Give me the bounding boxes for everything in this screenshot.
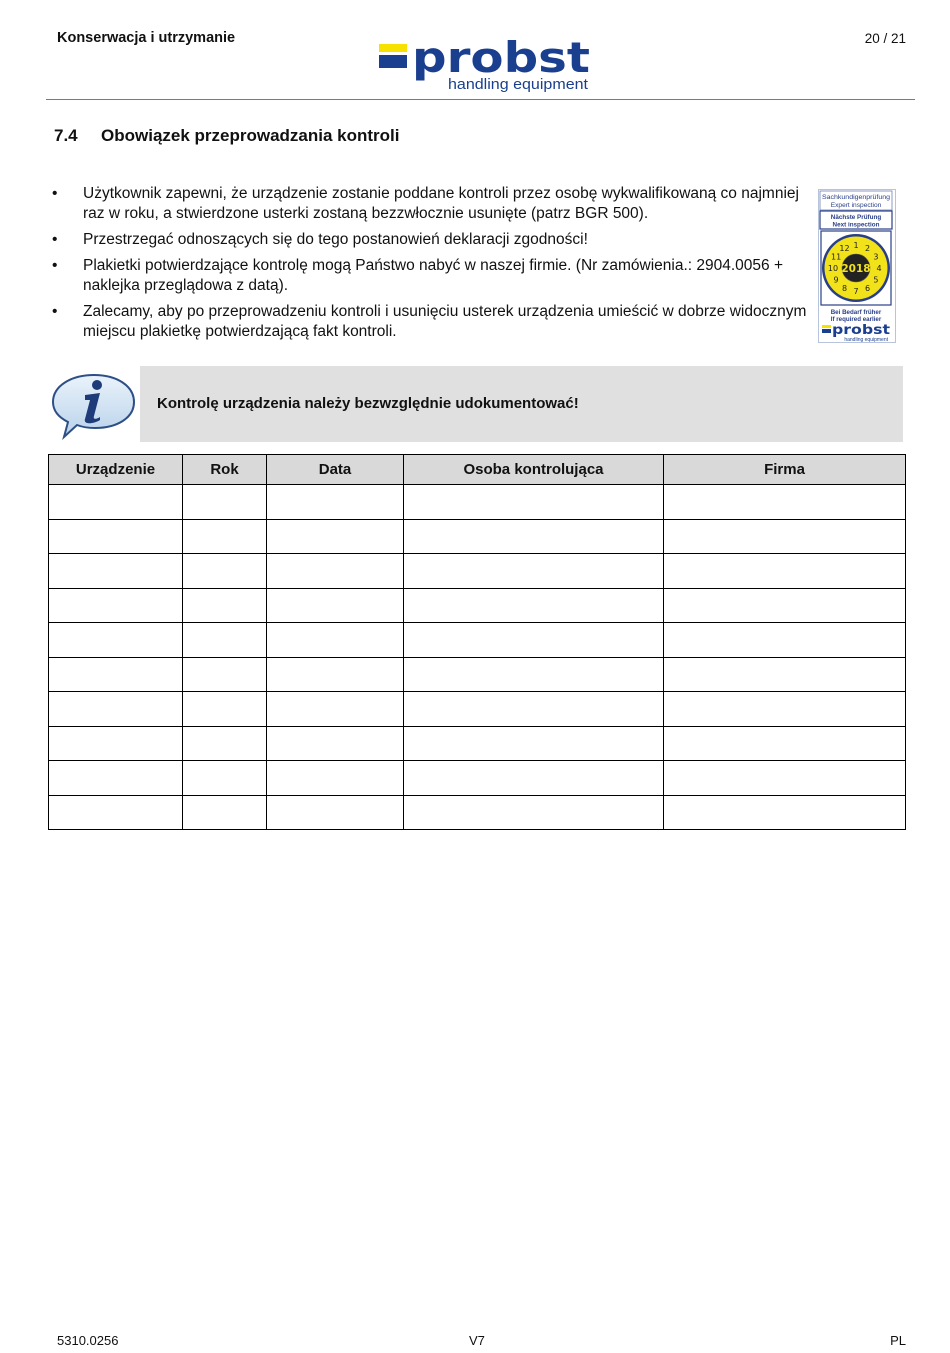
- sticker-month-label: 1: [853, 241, 859, 250]
- table-cell[interactable]: [404, 519, 664, 554]
- table-cell[interactable]: [267, 519, 404, 554]
- document-language: PL: [890, 1333, 906, 1348]
- sticker-month-label: 3: [873, 252, 879, 262]
- table-cell[interactable]: [267, 554, 404, 589]
- sticker-line3: Nächste Prüfung: [830, 214, 882, 221]
- bullet-icon: •: [52, 257, 58, 274]
- column-header-company: Firma: [664, 455, 906, 485]
- sticker-month-label: 9: [833, 275, 839, 285]
- table-cell[interactable]: [183, 588, 267, 623]
- inspection-log-table: [48, 454, 906, 830]
- table-cell[interactable]: [183, 623, 267, 658]
- table-cell[interactable]: [49, 519, 183, 554]
- table-cell[interactable]: [49, 657, 183, 692]
- page-number: 20 / 21: [864, 31, 906, 46]
- list-item: [52, 184, 812, 224]
- logo-text: probst: [412, 34, 590, 82]
- sticker-line1: Sachkundigenprüfung: [822, 194, 891, 201]
- table-cell[interactable]: [267, 485, 404, 520]
- sticker-month-label: 8: [841, 283, 848, 293]
- probst-logo: [378, 34, 593, 96]
- table-cell[interactable]: [183, 554, 267, 589]
- column-header-device: Urządzenie: [49, 455, 183, 485]
- sticker-line6: If required earlier: [830, 316, 882, 323]
- inspection-sticker: [818, 189, 896, 343]
- table-cell[interactable]: [404, 657, 664, 692]
- table-cell[interactable]: [267, 657, 404, 692]
- table-cell[interactable]: [404, 761, 664, 796]
- info-icon: [50, 372, 138, 440]
- requirements-list: [52, 184, 812, 348]
- sticker-logo-tagline: handling equipment: [844, 337, 888, 343]
- bullet-icon: •: [52, 185, 58, 202]
- table-cell[interactable]: [49, 726, 183, 761]
- section-title: [54, 126, 400, 146]
- table-row: [49, 657, 906, 692]
- table-cell[interactable]: [49, 554, 183, 589]
- column-header-year: Rok: [183, 455, 267, 485]
- table-cell[interactable]: [183, 795, 267, 830]
- document-version: V7: [469, 1333, 485, 1348]
- table-cell[interactable]: [267, 692, 404, 727]
- sticker-logo-blue-bar: [822, 329, 831, 333]
- notice-box: [140, 366, 903, 442]
- table-row: [49, 761, 906, 796]
- table-cell[interactable]: [664, 588, 906, 623]
- table-cell[interactable]: [267, 588, 404, 623]
- table-cell[interactable]: [664, 519, 906, 554]
- bullet-icon: •: [52, 303, 58, 320]
- table-cell[interactable]: [664, 554, 906, 589]
- section-number: 7.4: [54, 126, 78, 145]
- section-title-text: Obowiązek przeprowadzania kontroli: [101, 126, 400, 145]
- sticker-line2: Expert inspection: [830, 202, 882, 209]
- table-cell[interactable]: [404, 726, 664, 761]
- table-row: [49, 519, 906, 554]
- table-cell[interactable]: [183, 761, 267, 796]
- table-cell[interactable]: [404, 795, 664, 830]
- table-cell[interactable]: [49, 588, 183, 623]
- logo-tagline: handling equipment: [448, 77, 588, 93]
- chapter-title: Konserwacja i utrzymanie: [57, 30, 236, 46]
- sticker-month-label: 7: [853, 287, 859, 296]
- list-item-text: Plakietki potwierdzające kontrolę mogą Państwo nabyć w naszej firmie. (Nr zamówienia.: 2904.0056 + naklejka przeglądowa z datą).: [83, 257, 783, 294]
- table-cell[interactable]: [49, 623, 183, 658]
- table-row: [49, 692, 906, 727]
- table-cell[interactable]: [664, 657, 906, 692]
- table-cell[interactable]: [183, 485, 267, 520]
- table-cell[interactable]: [183, 692, 267, 727]
- logo-blue-bar: [379, 55, 407, 68]
- list-item-text: Przestrzegać odnoszących się do tego postanowień deklaracji zgodności!: [83, 231, 588, 248]
- table-cell[interactable]: [183, 519, 267, 554]
- sticker-month-label: 5: [873, 275, 879, 285]
- table-cell[interactable]: [183, 657, 267, 692]
- header-divider: [46, 99, 915, 100]
- list-item: [52, 230, 812, 250]
- table-cell[interactable]: [664, 795, 906, 830]
- table-row: [49, 623, 906, 658]
- sticker-month-label: 6: [864, 283, 871, 293]
- table-cell[interactable]: [404, 588, 664, 623]
- table-cell[interactable]: [267, 623, 404, 658]
- table-cell[interactable]: [664, 623, 906, 658]
- table-cell[interactable]: [267, 726, 404, 761]
- list-item: [52, 302, 812, 342]
- sticker-month-label: 4: [876, 264, 882, 273]
- sticker-month-label: 10: [827, 264, 839, 273]
- column-header-date: Data: [267, 455, 404, 485]
- table-header-row: [49, 455, 906, 485]
- table-cell[interactable]: [267, 761, 404, 796]
- table-cell[interactable]: [183, 726, 267, 761]
- table-cell[interactable]: [664, 761, 906, 796]
- table-cell[interactable]: [49, 795, 183, 830]
- table-cell[interactable]: [664, 692, 906, 727]
- table-row: [49, 795, 906, 830]
- sticker-line5: Bei Bedarf früher: [830, 309, 882, 316]
- table-cell[interactable]: [404, 485, 664, 520]
- sticker-year: 2018: [841, 263, 871, 275]
- sticker-line4: Next inspection: [832, 221, 880, 229]
- list-item-text: Użytkownik zapewni, że urządzenie zostanie poddane kontroli przez osobę wykwalifikowaną co najmniej raz w roku, a stwierdzone usterki zostaną bezzwłocznie usunięte (patrz BGR 500).: [83, 185, 799, 222]
- table-cell[interactable]: [404, 692, 664, 727]
- bullet-icon: •: [52, 231, 58, 248]
- table-body: [49, 485, 906, 830]
- sticker-month-label: 12: [839, 244, 850, 254]
- table-cell[interactable]: [49, 485, 183, 520]
- table-cell[interactable]: [404, 623, 664, 658]
- sticker-month-label: 2: [864, 244, 871, 254]
- table-cell[interactable]: [267, 795, 404, 830]
- sticker-month-label: 11: [830, 252, 842, 262]
- table-cell[interactable]: [664, 485, 906, 520]
- list-item: [52, 256, 812, 296]
- table-cell[interactable]: [404, 554, 664, 589]
- table-cell[interactable]: [664, 726, 906, 761]
- document-number: 5310.0256: [57, 1333, 119, 1348]
- sticker-logo-text: probst: [832, 323, 890, 338]
- table-row: [49, 726, 906, 761]
- sticker-logo-yellow-bar: [822, 325, 831, 328]
- table-row: [49, 588, 906, 623]
- column-header-inspector: Osoba kontrolująca: [404, 455, 664, 485]
- table-row: [49, 485, 906, 520]
- logo-yellow-bar: [379, 44, 407, 52]
- info-dot: [92, 380, 102, 390]
- table-cell[interactable]: [49, 692, 183, 727]
- table-row: [49, 554, 906, 589]
- table-cell[interactable]: [49, 761, 183, 796]
- notice-text: Kontrolę urządzenia należy bezwzględnie udokumentować!: [157, 395, 579, 412]
- list-item-text: Zalecamy, aby po przeprowadzeniu kontroli i usunięciu usterek urządzenia umieścić w dobrze widocznym miejscu plakietkę potwierdzającą fakt kontroli.: [83, 303, 807, 340]
